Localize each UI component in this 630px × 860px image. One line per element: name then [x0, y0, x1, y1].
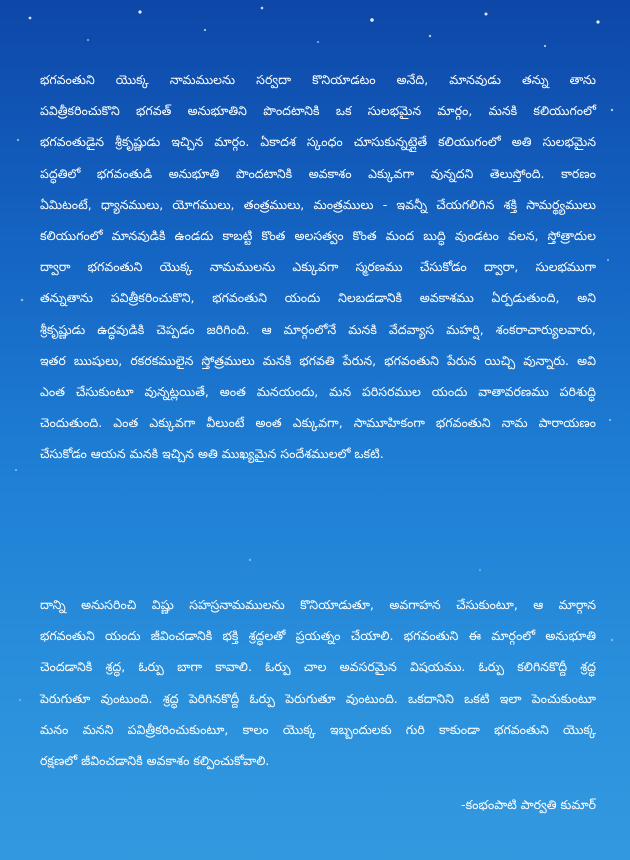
text-line: పద్ధతిలో భగవంతుడి అనుభూతి పొందటానికి అవకాశం ఎక్కువగా వున్నదని తెలుస్తోంది. కారణం: [40, 165, 596, 181]
text-line: చెందుతుంది. ఎంత ఎక్కువగా వీలుంటే అంత ఎక్కువగా, సామూహికంగా భగవంతుని నామ పారాయణం: [40, 415, 596, 431]
text-line: భగవంతుని యందు జీవించడానికి భక్తి శ్రద్ధలతో ప్రయత్నం చేయాలి. భగవంతుని ఈ మార్గంలో అనుభూతి: [40, 628, 596, 644]
text-line: చేసుకోడం ఆయన మనకి ఇచ్చిన అతి ముఖ్యమైన సందేశములలో ఒకటి.: [40, 446, 384, 462]
text-line: ఎంత చేసుకుంటూ వున్నట్లయితే, అంత మనయందు, మన పరిసరముల యందు వాతావరణము పరిశుద్ధి: [40, 384, 596, 400]
text-line: మనం మనని పవిత్రీకరించుకుంటూ, కాలం యొక్క ఇబ్బందులకు గురి కాకుండా భగవంతుని యొక్క: [40, 721, 596, 737]
text-line: పవిత్రీకరించుకొని భగవత్ అనుభూతిని పొందటానికి ఒక సులభమైన మార్గం, మనకి కలియుగంలో: [40, 103, 596, 119]
text-line: పెరుగుతూ వుంటుంది. శ్రద్ధ పెరిగినకొద్దీ ఓర్పు పెరుగుతూ వుంటుంది. ఒకదానిని ఒకటి ఇలా పెంచుకుంటూ: [40, 690, 596, 706]
text-line: శ్రీకృష్ణుడు ఉద్ధవుడికి చెప్పడం జరిగింది. ఆ మార్గంలోనే మనకి వేదవ్యాస మహర్షి, శంకరాచార్యులవారు,: [40, 321, 596, 337]
text-line: ద్వారా భగవంతుని యొక్క నామములను ఎక్కువగా స్మరణము చేసుకోడం ద్వారా, సులభముగా: [40, 259, 596, 275]
author-signature: -కంభంపాటి పార్వతి కుమార్: [461, 797, 596, 812]
text-line: ఇతర ఋషులు, రకరకములైన స్తోత్రములు మనకి భగవతి పేరున, భగవంతుని పేరున యిచ్చి వున్నారు. అవి: [40, 352, 596, 368]
text-line: తన్నుతాను పవిత్రీకరించుకొని, భగవంతుని యందు నిలబడడానికి అవకాశము ఏర్పడుతుంది, అని: [40, 290, 596, 306]
text-line: చెందడానికి శ్రద్ధ, ఓర్పు బాగా కావాలి. ఓర్పు చాల అవసరమైన విషయము. ఓర్పు కలిగినకొద్దీ శ్రద్ధ: [40, 659, 596, 675]
text-line: భగవంతుడైన శ్రీకృష్ణుడు ఇచ్చిన మార్గం. ఏకాదశ స్కంధం చూసుకున్నట్లైతే కలియుగంలో అతి సులభమైన: [40, 134, 596, 150]
paragraph-1: [40, 64, 596, 470]
article: [40, 64, 596, 812]
text-line: దాన్ని అనుసరించి విష్ణు సహస్రనామములను కొనియాడుతూ, అవగాహన చేసుకుంటూ, ఆ మార్గాన: [40, 597, 596, 612]
paragraph-2: [40, 589, 596, 776]
text-line: రక్షణలో జీవించడానికి అవకాశం కల్పించుకోవాలి.: [40, 753, 270, 769]
text-line: భగవంతుని యొక్క నామములను సర్వదా కొనియాడటం అనేది, మానవుడు తన్ను తాను: [40, 72, 596, 87]
text-line: ఏమిటంటే, ధ్యానములు, యోగములు, తంత్రములు, మంత్రములు - ఇవన్నీ చేయగలిగిన శక్తి సామర్థ్యములు: [40, 196, 596, 212]
text-line: కలియుగంలో మానవుడికి ఉండదు కాబట్టి కొంత అలసత్వం కొంత మంద బుద్ధి వుండటం వలన, స్తోత్రాదుల: [40, 228, 596, 244]
